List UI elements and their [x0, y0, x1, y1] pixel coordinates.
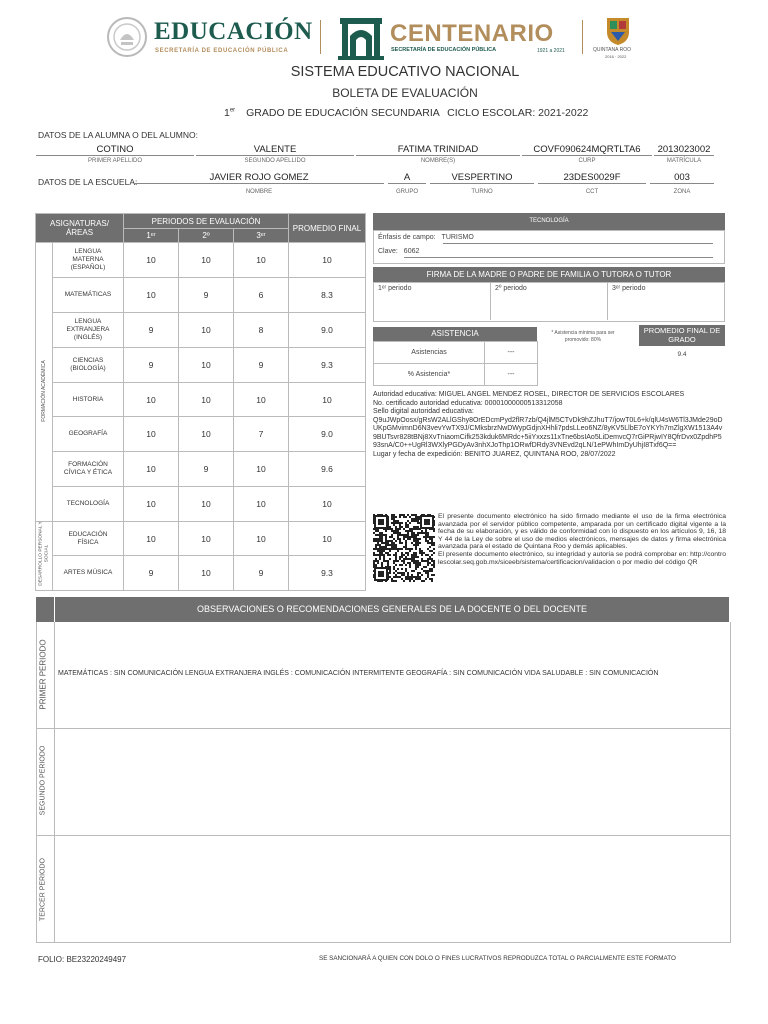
- period3-grade: 6: [234, 278, 289, 313]
- label-zone: ZONA: [673, 189, 691, 195]
- centenario-logo-text: CENTENARIO: [390, 20, 554, 47]
- attendance-header: ASISTENCIA: [373, 327, 537, 341]
- grade-row: [36, 487, 366, 522]
- label-names: NOMBRE(S): [420, 158, 456, 164]
- signature-box: [373, 282, 725, 322]
- enfasis-value: TURISMO: [441, 234, 474, 241]
- header-periods: PERIODOS DE EVALUACIÓN: [124, 214, 289, 229]
- signature-divider: [490, 282, 491, 320]
- school-shift: VESPERTINO: [430, 172, 534, 184]
- electronic-signature-text: [438, 513, 726, 566]
- grade-row: [36, 417, 366, 452]
- issue-place-date: Lugar y fecha de expedición: BENITO JUAREZ, QUINTANA ROO, 28/07/2022: [373, 450, 616, 458]
- attendance-row1-label: Asistencias: [374, 342, 485, 364]
- system-title: SISTEMA EDUCATIVO NACIONAL: [290, 64, 520, 80]
- period1-grade: 9: [124, 556, 179, 591]
- final-grade: 10: [289, 243, 366, 278]
- header-p1: 1ᵉʳ: [124, 229, 179, 243]
- period1-text: MATEMÁTICAS : SIN COMUNICACIÓN LENGUA EXTRANJERA INGLÉS : COMUNICACIÓN INTERMITENTE GEOGRAFÍA : SIN COMUNICACIÓN VIDA SALUDABLE : SIN COMUNICACIÓN: [58, 670, 659, 677]
- student-section-label: DATOS DE LA ALUMNA O DEL ALUMNO:: [38, 130, 198, 140]
- observation-row-3: [36, 836, 731, 943]
- subject-cell: MATEMÁTICAS: [53, 278, 124, 313]
- divider: [582, 20, 583, 54]
- period2-grade: 10: [179, 522, 234, 556]
- subject-cell: TECNOLOGÍA: [53, 487, 124, 522]
- clave-row: [378, 248, 419, 255]
- document-title: BOLETA DE EVALUACIÓN: [332, 86, 478, 100]
- student-matricula: 2013023002: [654, 144, 714, 156]
- subject-cell: LENGUA EXTRANJERA (INGLÉS): [53, 313, 124, 348]
- period3-grade: 10: [234, 452, 289, 487]
- header-p2: 2º: [179, 229, 234, 243]
- period2-grade: 10: [179, 243, 234, 278]
- signature-header: FIRMA DE LA MADRE O PADRE DE FAMILIA O TUTORA O TUTOR: [373, 267, 725, 282]
- period2-grade: 10: [179, 556, 234, 591]
- period3-grade: 9: [234, 556, 289, 591]
- period1-grade: 9: [124, 313, 179, 348]
- grade-row: [36, 452, 366, 487]
- quintana-roo-shield-icon: [605, 16, 631, 46]
- signature-p3-label: 3ᵉʳ periodo: [612, 285, 646, 292]
- final-grade: 10: [289, 487, 366, 522]
- final-grade: 9.6: [289, 452, 366, 487]
- observations-header: OBSERVACIONES O RECOMENDACIONES GENERALES DE LA DOCENTE O DEL DOCENTE: [55, 597, 729, 622]
- period3-label: TERCER PERIODO: [39, 858, 47, 922]
- period1-grade: 10: [124, 243, 179, 278]
- grade-row: [36, 348, 366, 383]
- period3-grade: 10: [234, 243, 289, 278]
- area-label-academic: FORMACIÓN ACADÉMICA: [41, 360, 47, 422]
- attendance-row1-value: ---: [485, 342, 538, 364]
- final-grade: 9.0: [289, 313, 366, 348]
- observations-side-header: [36, 597, 54, 622]
- divider: [320, 20, 321, 54]
- label-second-surname: SEGUNDO APELLIDO: [244, 158, 306, 164]
- label-matricula: MATRÍCULA: [666, 158, 702, 164]
- period2-grade: 10: [179, 487, 234, 522]
- grade-number: 1: [224, 107, 230, 119]
- qr-code-icon: [373, 514, 435, 582]
- quintana-roo-label: QUINTANA ROO: [593, 47, 631, 53]
- grade-text: GRADO DE EDUCACIÓN SECUNDARIA: [246, 107, 440, 119]
- grades-table: [35, 213, 366, 591]
- label-first-surname: PRIMER APELLIDO: [87, 158, 143, 164]
- clave-value: 6062: [403, 248, 420, 255]
- subject-cell: HISTORIA: [53, 383, 124, 417]
- student-names: FATIMA TRINIDAD: [356, 144, 520, 156]
- subject-cell: ARTES MÚSICA: [53, 556, 124, 591]
- centenario-subtitle: SECRETARÍA DE EDUCACIÓN PÚBLICA: [391, 47, 497, 53]
- electronic-text-2: El presente documento electrónico, su integridad y autoría se podrá comprobar en: http://controlescolar.seq.gob.mx/siceeb/sistema/certificacion/validacion o por medio del código QR: [438, 550, 726, 566]
- centenario-arch-icon: [338, 16, 384, 60]
- label-cct: CCT: [585, 189, 599, 195]
- final-average-value: 9.4: [677, 351, 687, 358]
- signature-p2-label: 2º periodo: [495, 285, 527, 292]
- student-first-surname: COTINO: [36, 144, 194, 156]
- header-final: PROMEDIO FINAL: [289, 214, 366, 243]
- period1-grade: 10: [124, 487, 179, 522]
- school-name: JAVIER ROJO GOMEZ: [134, 172, 384, 184]
- period1-grade: 10: [124, 278, 179, 313]
- enfasis-label: Énfasis de campo:: [378, 234, 436, 241]
- grade-line: [224, 107, 588, 119]
- final-grade: 9.3: [289, 348, 366, 383]
- final-grade: 8.3: [289, 278, 366, 313]
- authority-digital-seal: Q9uJWpOosx/gRsW2ALlGShy8OrEDcmPyd2flR7zb/Q4jlM5CTvDk9hZJhuT7/jowT0L6+k/qlU4sW6Tl3JMde29oDUKpGMvimnD6N3vevYwTX9J/CMksbrzNwDWypGdjnXHhli7pdsLLeo6NZ/8yKV5LlbE7oYKYh7mZlgXW1513A4v9BUTsvr828tBNj8XvTniaomCifk253kduk6MRdc+5iiYxxzs11xTne6bsIAo5LiDemvcQ7rGiPRjwIY8QfrDvx0ZpdhP593snA/C0++UgRl3WXlyPGDyAv3nhXJoThp1ORwfDRdy3VNEvd2qLN/1ePWhImDyUhjI8Txf6Q==: [373, 416, 723, 449]
- period3-grade: 10: [234, 383, 289, 417]
- school-cct: 23DES0029F: [538, 172, 646, 184]
- period1-grade: 9: [124, 348, 179, 383]
- period1-grade: 10: [124, 383, 179, 417]
- clave-label: Clave:: [378, 248, 398, 255]
- period2-grade: 10: [179, 383, 234, 417]
- period3-grade: 10: [234, 487, 289, 522]
- authority-certificate: No. certificado autoridad educativa: 00001000000513312058: [373, 399, 563, 407]
- grade-suffix: er: [229, 107, 236, 114]
- grade-row: [36, 313, 366, 348]
- grade-row: [36, 556, 366, 591]
- obs-divider: [54, 622, 55, 728]
- clave-underline: [404, 257, 713, 258]
- folio: FOLIO: BE23220249497: [38, 955, 127, 964]
- label-school-name: NOMBRE: [245, 189, 273, 195]
- quintana-roo-years: 2016 · 2022: [605, 54, 627, 59]
- final-grade: 9.3: [289, 556, 366, 591]
- observation-row-2: [36, 729, 731, 836]
- enfasis-row: [378, 234, 474, 241]
- period1-grade: 10: [124, 522, 179, 556]
- final-average-header: PROMEDIO FINAL DE GRADO: [639, 325, 725, 346]
- period2-grade: 9: [179, 452, 234, 487]
- subject-cell: GEOGRAFÍA: [53, 417, 124, 452]
- attendance-row2-label: % Asistencia*: [374, 364, 485, 386]
- period1-label: PRIMER PERIODO: [38, 639, 48, 710]
- obs-divider: [54, 729, 55, 835]
- grade-row: [36, 243, 366, 278]
- label-group: GRUPO: [395, 189, 418, 195]
- attendance-note: * Asistencia mínima para ser promovido: 80%: [551, 330, 615, 343]
- student-second-surname: VALENTE: [196, 144, 354, 156]
- subject-cell: EDUCACIÓN FÍSICA: [53, 522, 124, 556]
- student-curp: COVF090624MQRTLTA6: [522, 144, 652, 156]
- obs-divider: [54, 836, 55, 942]
- attendance-table: [373, 341, 538, 386]
- header-p3: 3ᵉʳ: [234, 229, 289, 243]
- legal-warning: SE SANCIONARÁ A QUIEN CON DOLO O FINES LUCRATIVOS REPRODUZCA TOTAL O PARCIALMENTE ESTE FORMATO: [319, 955, 676, 962]
- signature-p1-label: 1ᵉʳ periodo: [378, 285, 412, 292]
- school-cycle: CICLO ESCOLAR: 2021-2022: [447, 107, 589, 119]
- educacion-logo-text: EDUCACIÓN: [154, 18, 313, 45]
- period3-grade: 10: [234, 522, 289, 556]
- school-group: A: [388, 172, 426, 184]
- authority-block: [373, 391, 723, 459]
- period3-grade: 8: [234, 313, 289, 348]
- grade-row: [36, 278, 366, 313]
- technology-header: TECNOLOGÍA: [373, 213, 725, 230]
- national-seal-icon: [106, 16, 148, 58]
- period3-grade: 7: [234, 417, 289, 452]
- period2-label: SEGUNDO PERIODO: [39, 745, 47, 816]
- authority-seal-label: Sello digital autoridad educativa:: [373, 408, 474, 415]
- header-logos: [100, 12, 660, 64]
- final-grade: 9.0: [289, 417, 366, 452]
- grade-row: [36, 383, 366, 417]
- grade-row: [36, 522, 366, 556]
- period2-grade: 10: [179, 313, 234, 348]
- authority-name: Autoridad educativa: MIGUEL ANGEL MENDEZ ROSEL, DIRECTOR DE SERVICIOS ESCOLARES: [373, 391, 685, 398]
- electronic-text-1: El presente documento electrónico ha sido firmado mediante el uso de la firma electrónica avanzada por el servidor público competente, amparada por un certificado digital vigente a la fecha de su elaboración, y es válido de conformidad con lo dispuesto en los artículos 9, 16, 18 Y 44 de la Ley de sobre el uso de medios electrónicos, mensajes de datos y firma electrónica avanzada para el estado de Quintana Roo y demás aplicables.: [438, 513, 726, 551]
- school-section-label: DATOS DE LA ESCUELA:: [38, 177, 138, 187]
- period1-grade: 10: [124, 452, 179, 487]
- attendance-row2-value: ---: [485, 364, 538, 386]
- final-grade: 10: [289, 522, 366, 556]
- area-label-personal-social: DESARROLLO PERSONAL Y SOCIAL: [38, 521, 49, 586]
- period1-grade: 10: [124, 417, 179, 452]
- label-curp: CURP: [578, 158, 596, 164]
- period2-grade: 10: [179, 348, 234, 383]
- sep-subtitle: SECRETARÍA DE EDUCACIÓN PÚBLICA: [155, 48, 289, 54]
- enfasis-underline: [443, 243, 713, 244]
- subject-cell: CIENCIAS (BIOLOGÍA): [53, 348, 124, 383]
- signature-divider: [607, 282, 608, 320]
- header-subject: ASIGNATURAS/ÁREAS: [36, 214, 124, 243]
- label-shift: TURNO: [471, 189, 493, 195]
- final-grade: 10: [289, 383, 366, 417]
- period2-grade: 9: [179, 278, 234, 313]
- centenario-years: 1921 a 2021: [537, 48, 565, 54]
- school-zone: 003: [650, 172, 714, 184]
- subject-cell: LENGUA MATERNA (ESPAÑOL): [53, 243, 124, 278]
- period3-grade: 9: [234, 348, 289, 383]
- subject-cell: FORMACIÓN CÍVICA Y ÉTICA: [53, 452, 124, 487]
- period2-grade: 10: [179, 417, 234, 452]
